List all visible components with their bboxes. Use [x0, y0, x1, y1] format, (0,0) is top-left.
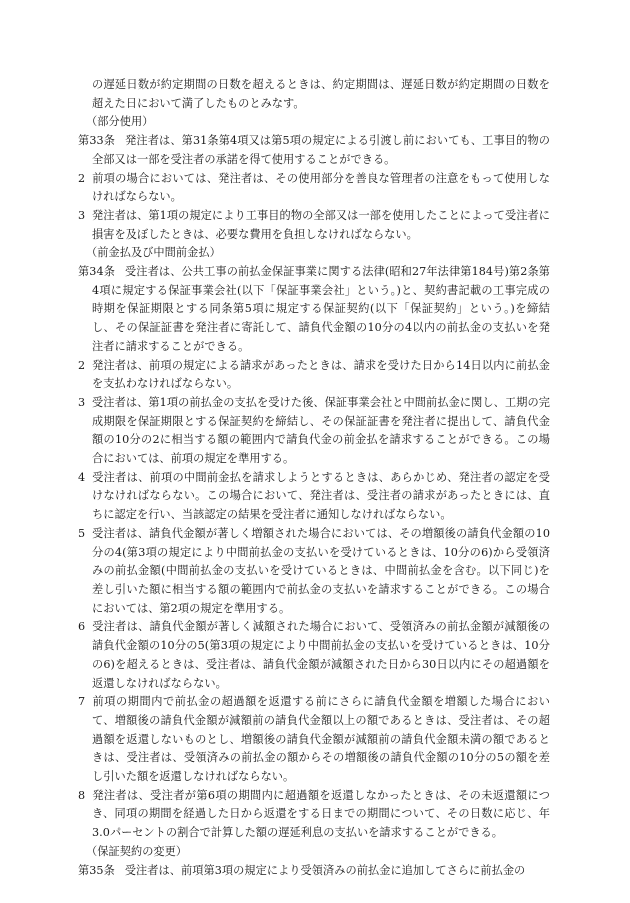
article-text: 受注者は、前項第3項の規定により受領済みの前払金に追加してさらに前払金の	[124, 863, 526, 877]
paragraph-text: の遅延日数が約定期間の日数を超えるときは、約定期間は、遅延日数が約定期間の日数を超えた日において満了したものとみなす。	[92, 78, 550, 110]
article-number: 第33条	[78, 134, 116, 148]
section-heading-partial-use	[78, 113, 550, 132]
item-number: 3	[78, 208, 86, 222]
section-heading-guarantee-change	[78, 843, 550, 862]
item-number: 8	[78, 788, 86, 802]
item-number: 3	[78, 395, 86, 409]
item-text: 前項の場合においては、発注者は、その使用部分を善良な管理者の注意をもって使用しなければならない。	[92, 171, 550, 204]
article-34-item-8	[78, 787, 550, 843]
article-text: 受注者は、公共工事の前払金保証事業に関する法律(昭和27年法律第184号)第2条第4項に規定する保証事業会社(以下「保証事業会社」という。)と、契約書記載の工事完成の時期を保証期限とする同条第5項に規定する保証契約(以下「保証契約」という。)を締結し、その保証証書を発注者に寄託して、請負代金額の10分の4以内の前払金の支払いを発注者に請求することができる。	[92, 265, 550, 353]
article-34	[78, 263, 550, 357]
item-text: 受注者は、請負代金額が著しく増額された場合においては、その増額後の請負代金額の10分の4(第3項の規定により中間前払金の支払いを受けているときは、10分の6)から受領済みの前払金額(中間前払金の支払いを受けているときは、中間前払金を含む。以下同じ)を差し引いた額に相当する額の範囲内で前払金の支払いを請求することができる。この場合においては、第2項の規定を準用する。	[92, 526, 550, 615]
article-number: 第35条	[78, 863, 115, 877]
article-33-item-2	[78, 170, 550, 207]
item-number: 6	[78, 620, 86, 634]
item-text: 前項の期間内で前払金の超過額を返還する前にさらに請負代金額を増額した場合において、増額後の請負代金額が減額前の請負代金額以上の額であるときは、受注者は、その超過額を返還しないものとし、増額後の請負代金額が減額前の請負代金額未満の額であるときは、受注者は、受領済みの前払金の額からその増額後の請負代金額の10分の5の額を差し引いた額を返還しなければならない。	[92, 695, 550, 784]
item-number: 4	[78, 470, 86, 484]
item-text: 発注者は、受注者が第6項の期間内に超過額を返還しなかったときは、その未返還額につき、同項の期間を経過した日から返還をする日までの期間について、その日数に応じ、年3.0パーセントの割合で計算した額の遅延利息の支払いを請求することができる。	[92, 788, 550, 840]
section-heading-advance-payment	[78, 244, 550, 263]
article-33-item-3	[78, 207, 550, 244]
article-34-item-2	[78, 357, 550, 394]
item-text: 受注者は、前項の中間前金払を請求しようとするときは、あらかじめ、発注者の認定を受けなければならない。この場合において、発注者は、受注者の請求があったときには、直ちに認定を行い、当該認定の結果を受注者に通知しなければならない。	[92, 470, 550, 522]
article-34-item-6	[78, 618, 550, 693]
item-text: 受注者は、請負代金額が著しく減額された場合において、受領済みの前払金額が減額後の請負代金額の10分の5(第3項の規定により中間前払金の支払いを受けているときは、10分の6)を超えるときは、受注者は、請負代金額が減額された日から30日以内にその超過額を返還しなければならない。	[92, 620, 550, 690]
document-page	[78, 76, 550, 880]
article-number: 第34条	[78, 265, 115, 279]
article-35	[78, 862, 550, 881]
item-number: 5	[78, 526, 86, 540]
item-number: 2	[78, 358, 86, 372]
article-34-item-7	[78, 693, 550, 787]
heading-text: （前金払及び中間前金払）	[86, 246, 221, 260]
item-number: 7	[78, 695, 86, 709]
item-text: 発注者は、第1項の規定により工事目的物の全部又は一部を使用したことによって受注者に損害を及ぼしたときは、必要な費用を負担しなければならない。	[92, 208, 550, 241]
article-33	[78, 132, 550, 169]
article-34-item-4	[78, 469, 550, 525]
article-34-item-3	[78, 394, 550, 469]
article-34-item-5	[78, 525, 550, 619]
paragraph-continuation	[78, 76, 550, 113]
item-number: 2	[78, 171, 86, 185]
article-text: 発注者は、第31条第4項又は第5項の規定による引渡し前においても、工事目的物の全部又は一部を受注者の承諾を得て使用することができる。	[92, 134, 550, 166]
item-text: 発注者は、前項の規定による請求があったときは、請求を受けた日から14日以内に前払金を支払わなければならない。	[92, 358, 550, 391]
item-text: 受注者は、第1項の前払金の支払を受けた後、保証事業会社と中間前払金に関し、工期の完成期限を保証期限とする保証契約を締結し、その保証証書を発注者に提出して、請負代金額の10分の2に相当する額の範囲内で請負代金の前金払を請求することができる。この場合においては、前項の規定を準用する。	[92, 395, 550, 466]
heading-text: （部分使用）	[86, 115, 154, 129]
heading-text: （保証契約の変更）	[86, 844, 188, 858]
